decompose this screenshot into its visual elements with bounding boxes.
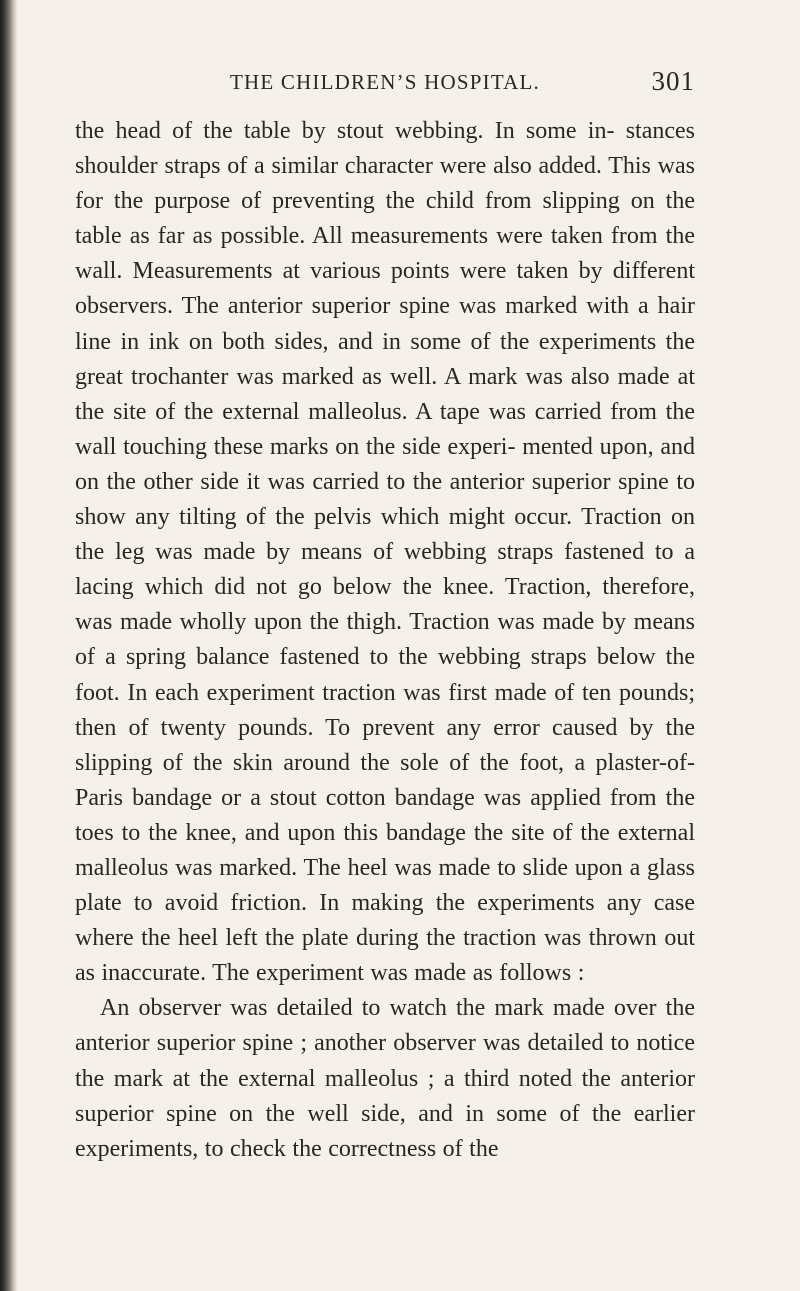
page-binding-edge xyxy=(0,0,18,1291)
book-page xyxy=(75,64,695,1167)
paragraph-1: the head of the table by stout webbing. In some in- stances shoulder straps of a similar character were also added. This was for the purpose of preventing the child from slipping on the table as far as possible. All measurements were taken from the wall. Measurements at various points were taken by different observers. The anterior superior spine was marked with a hair line in ink on both sides, and in some of the experiments the great trochanter was marked as well. A mark was also made at the site of the external malleolus. A tape was carried from the wall touching these marks on the side experi- mented upon, and on the other side it was carried to the anterior superior spine to show any tilting of the pelvis which might occur. Traction on the leg was made by means of webbing straps fastened to a lacing which did not go below the knee. Traction, therefore, was made wholly upon the thigh. Traction was made by means of a spring balance fastened to the webbing straps below the foot. In each experiment traction was first made of ten pounds; then of twenty pounds. To prevent any error caused by the slipping of the skin around the sole of the foot, a plaster-of-Paris bandage or a stout cotton bandage was applied from the toes to the knee, and upon this bandage the site of the external malleolus was marked. The heel was made to slide upon a glass plate to avoid friction. In making the experiments any case where the heel left the plate during the traction was thrown out as inaccurate. The experiment was made as follows : xyxy=(75,118,695,987)
page-number: 301 xyxy=(651,66,695,96)
paragraph-2: An observer was detailed to watch the mark made over the anterior superior spine ; another observer was detailed to notice the mark at the external malleolus ; a third noted the anterior superior spine on the well side, and in some of the earlier experiments, to check the correctness of the xyxy=(75,995,695,1162)
running-header xyxy=(75,64,695,104)
running-title: THE CHILDREN’S HOSPITAL. xyxy=(229,70,541,94)
body-text xyxy=(75,114,695,1167)
